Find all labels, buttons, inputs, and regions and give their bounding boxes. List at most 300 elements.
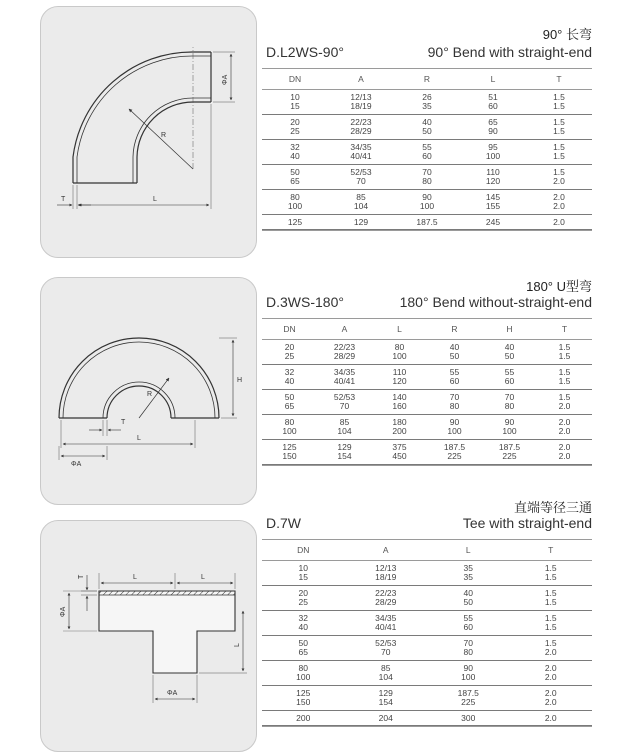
table-row [262, 365, 592, 390]
table-cell [345, 611, 428, 636]
table-cell [460, 140, 526, 165]
table-cell [482, 415, 537, 440]
table-row [262, 661, 592, 686]
cell-value: 2.0 [544, 663, 557, 673]
spec-table [262, 539, 592, 727]
cell-value: 50 [284, 392, 295, 402]
cell-value: 129 [353, 216, 369, 227]
cell-value: 12/13 [350, 92, 372, 102]
diagram-panel-tee [40, 520, 257, 752]
cell-value: 80 [422, 176, 432, 186]
table-cell [460, 190, 526, 215]
cell-value: 65 [488, 117, 498, 127]
cell-value: 28/29 [375, 597, 397, 607]
cell-value: 15 [298, 572, 308, 582]
table-cell [460, 115, 526, 140]
table-row [262, 586, 592, 611]
cell-value: 15 [290, 101, 300, 111]
cell-value: 80 [449, 401, 460, 411]
cell-value: 85 [356, 192, 366, 202]
table-cell [427, 340, 482, 365]
cell-value: 129 [337, 442, 352, 452]
table-cell [510, 686, 593, 711]
table-cell [262, 661, 345, 686]
column-header-r: R [427, 319, 482, 340]
cell-value: 40/41 [350, 151, 372, 161]
cell-value: 100 [447, 426, 462, 436]
table-cell [372, 440, 427, 465]
cell-value: 20 [290, 117, 300, 127]
column-header-dn: DN [262, 69, 328, 90]
cell-value: 1.5 [544, 563, 557, 573]
cell-value: 80 [290, 192, 300, 202]
cell-value: 10 [298, 563, 308, 573]
table-cell [482, 440, 537, 465]
cell-value: 70 [356, 176, 366, 186]
table-row [262, 711, 592, 726]
cell-value: 28/29 [333, 351, 356, 361]
cell-value: 1.5 [544, 613, 557, 623]
product-code: D.7W [266, 515, 301, 531]
title-chinese: 直端等径三通 [513, 500, 592, 515]
table-cell [526, 215, 592, 230]
cell-value: 450 [392, 451, 407, 461]
table-row [262, 215, 592, 230]
label-l-right: L [201, 574, 205, 581]
table-cell [328, 215, 394, 230]
table-cell [526, 90, 592, 115]
bend-180-drawing [41, 278, 256, 504]
table-cell [317, 365, 372, 390]
title-chinese: 90° 长弯 [542, 27, 592, 42]
cell-value: 1.5 [553, 167, 565, 177]
cell-value: 1.5 [558, 376, 571, 386]
cell-value: 25 [284, 351, 295, 361]
table-cell [482, 390, 537, 415]
cell-value: 60 [463, 622, 473, 632]
cell-value: 50 [449, 351, 460, 361]
cell-value: 100 [282, 426, 297, 436]
tee-drawing [41, 521, 256, 751]
cell-value: 65 [284, 401, 295, 411]
table-row [262, 561, 592, 586]
cell-value: 25 [298, 597, 308, 607]
cell-value: 18/19 [350, 101, 372, 111]
diagram-panel-90-bend [40, 6, 257, 258]
cell-value: 80 [394, 342, 405, 352]
cell-value: 140 [392, 392, 407, 402]
cell-value: 1.5 [553, 117, 565, 127]
cell-value: 40 [290, 151, 300, 161]
table-cell [526, 115, 592, 140]
cell-value: 18/19 [375, 572, 397, 582]
table-cell [262, 165, 328, 190]
table-cell [262, 140, 328, 165]
cell-value: 1.5 [553, 101, 565, 111]
cell-value: 129 [378, 688, 393, 698]
cell-value: 125 [287, 216, 303, 227]
cell-value: 110 [392, 367, 407, 377]
cell-value: 154 [378, 697, 393, 707]
cell-value: 2.0 [544, 697, 557, 707]
table-cell [328, 140, 394, 165]
table-cell [526, 140, 592, 165]
label-t: T [61, 196, 66, 203]
table-cell [427, 686, 510, 711]
cell-value: 125 [282, 442, 297, 452]
cell-value: 70 [449, 392, 460, 402]
product-code: D.3WS-180° [266, 294, 344, 310]
table-cell [394, 215, 460, 230]
cell-value: 90 [463, 663, 473, 673]
cell-value: 2.0 [544, 712, 557, 723]
table-cell [262, 390, 317, 415]
table-cell [328, 190, 394, 215]
cell-value: 2.0 [558, 426, 571, 436]
cell-value: 70 [504, 392, 515, 402]
cell-value: 35 [463, 572, 473, 582]
cell-value: 10 [290, 92, 300, 102]
cell-value: 20 [298, 588, 308, 598]
table-row [262, 390, 592, 415]
table-cell [482, 340, 537, 365]
column-header-dn: DN [262, 540, 345, 561]
cell-value: 55 [504, 367, 515, 377]
cell-value: 55 [463, 613, 473, 623]
table-cell [526, 190, 592, 215]
cell-value: 2.0 [544, 688, 557, 698]
cell-value: 50 [298, 638, 308, 648]
cell-value: 80 [463, 647, 473, 657]
cell-value: 155 [485, 201, 501, 211]
cell-value: 34/35 [333, 367, 356, 377]
table-cell [345, 686, 428, 711]
table-row [262, 686, 592, 711]
cell-value: 32 [298, 613, 308, 623]
cell-value: 100 [485, 151, 501, 161]
cell-value: 1.5 [544, 638, 557, 648]
cell-value: 40/41 [333, 376, 356, 386]
column-header-a: A [328, 69, 394, 90]
cell-value: 150 [296, 697, 311, 707]
label-l-left: L [133, 574, 137, 581]
cell-value: 80 [284, 417, 295, 427]
table-cell [317, 440, 372, 465]
cell-value: 55 [422, 142, 432, 152]
table-cell [262, 90, 328, 115]
cell-value: 60 [504, 376, 515, 386]
table-cell [537, 365, 592, 390]
table-row [262, 440, 592, 465]
cell-value: 187.5 [443, 442, 466, 452]
cell-value: 50 [422, 126, 432, 136]
column-header-h: H [482, 319, 537, 340]
cell-value: 90 [449, 417, 460, 427]
table-cell [345, 661, 428, 686]
cell-value: 110 [486, 167, 500, 177]
label-l-vertical: L [234, 643, 241, 647]
cell-value: 187.5 [498, 442, 521, 452]
table-cell [510, 611, 593, 636]
cell-value: 100 [296, 672, 311, 682]
cell-value: 95 [488, 142, 498, 152]
cell-value: 1.5 [553, 92, 565, 102]
table-row [262, 340, 592, 365]
table-cell [460, 90, 526, 115]
table-row [262, 115, 592, 140]
cell-value: 2.0 [553, 201, 565, 211]
label-t: T [78, 574, 85, 579]
label-phi-a-bottom: ΦA [167, 690, 178, 697]
table-cell [394, 140, 460, 165]
cell-value: 1.5 [558, 351, 571, 361]
cell-value: 100 [287, 201, 303, 211]
table-cell [510, 711, 593, 726]
table-cell [427, 440, 482, 465]
cell-value: 35 [422, 101, 432, 111]
label-r: R [161, 132, 167, 139]
cell-value: 187.5 [416, 216, 438, 227]
table-cell [510, 636, 593, 661]
cell-value: 51 [488, 92, 498, 102]
table-cell [510, 586, 593, 611]
cell-value: 20 [284, 342, 295, 352]
label-phi-a: ΦA [222, 74, 229, 85]
table-cell [262, 415, 317, 440]
table-cell [262, 636, 345, 661]
table-cell [460, 215, 526, 230]
table-row [262, 415, 592, 440]
table-row [262, 190, 592, 215]
cell-value: 40 [284, 376, 295, 386]
table-cell [394, 190, 460, 215]
label-r: R [147, 391, 153, 398]
table-cell [345, 586, 428, 611]
column-header-r: R [394, 69, 460, 90]
cell-value: 40 [298, 622, 308, 632]
cell-value: 100 [392, 351, 407, 361]
table-cell [317, 340, 372, 365]
cell-value: 52/53 [375, 638, 397, 648]
table-cell [262, 586, 345, 611]
table-cell [394, 115, 460, 140]
table-cell [262, 215, 328, 230]
cell-value: 204 [378, 712, 393, 723]
label-l: L [153, 196, 157, 203]
cell-value: 2.0 [553, 216, 565, 227]
cell-value: 1.5 [544, 588, 557, 598]
cell-value: 1.5 [558, 392, 571, 402]
cell-value: 26 [422, 92, 432, 102]
table-cell [427, 636, 510, 661]
label-l: L [137, 435, 141, 442]
cell-value: 28/29 [350, 126, 372, 136]
cell-value: 2.0 [553, 192, 565, 202]
cell-value: 200 [296, 712, 311, 723]
title-english: 90° Bend with straight-end [427, 44, 592, 60]
cell-value: 80 [504, 401, 515, 411]
table-cell [262, 611, 345, 636]
cell-value: 12/13 [375, 563, 397, 573]
cell-value: 65 [290, 176, 300, 186]
table-cell [427, 390, 482, 415]
table-cell [537, 390, 592, 415]
table-row [262, 140, 592, 165]
cell-value: 55 [449, 367, 460, 377]
cell-value: 85 [339, 417, 350, 427]
cell-value: 90 [504, 417, 515, 427]
cell-value: 245 [485, 216, 501, 227]
cell-value: 150 [282, 451, 297, 461]
cell-value: 120 [392, 376, 407, 386]
diagram-panel-180-bend [40, 277, 257, 505]
column-header-l: L [372, 319, 427, 340]
cell-value: 1.5 [553, 151, 565, 161]
cell-value: 225 [461, 697, 476, 707]
table-cell [510, 561, 593, 586]
table-cell [537, 340, 592, 365]
cell-value: 100 [502, 426, 517, 436]
cell-value: 60 [488, 101, 498, 111]
table-cell [345, 711, 428, 726]
table-cell [427, 365, 482, 390]
cell-value: 154 [337, 451, 352, 461]
table-cell [537, 415, 592, 440]
cell-value: 180 [392, 417, 407, 427]
table-cell [537, 440, 592, 465]
cell-value: 85 [381, 663, 391, 673]
cell-value: 300 [461, 712, 476, 723]
cell-value: 22/23 [350, 117, 372, 127]
column-header-dn: DN [262, 319, 317, 340]
cell-value: 125 [296, 688, 311, 698]
cell-value: 70 [381, 647, 391, 657]
cell-value: 35 [463, 563, 473, 573]
table-cell [510, 661, 593, 686]
cell-value: 2.0 [558, 451, 571, 461]
column-header-l: L [460, 69, 526, 90]
table-cell [372, 390, 427, 415]
table-cell [427, 711, 510, 726]
table-cell [427, 586, 510, 611]
label-phi-a-left: ΦA [60, 606, 67, 617]
cell-value: 90 [488, 126, 498, 136]
table-cell [394, 90, 460, 115]
table-cell [262, 115, 328, 140]
cell-value: 90 [422, 192, 432, 202]
table-cell [262, 711, 345, 726]
cell-value: 2.0 [558, 417, 571, 427]
cell-value: 40 [422, 117, 432, 127]
table-cell [328, 90, 394, 115]
column-header-t: T [537, 319, 592, 340]
cell-value: 1.5 [553, 126, 565, 136]
cell-value: 104 [378, 672, 393, 682]
cell-value: 187.5 [457, 688, 479, 698]
table-cell [427, 415, 482, 440]
cell-value: 100 [419, 201, 435, 211]
cell-value: 375 [392, 442, 407, 452]
table-cell [262, 340, 317, 365]
cell-value: 25 [290, 126, 300, 136]
table-cell [345, 561, 428, 586]
table-cell [317, 415, 372, 440]
cell-value: 34/35 [350, 142, 372, 152]
spec-table [262, 68, 592, 231]
table-cell [317, 390, 372, 415]
table-cell [460, 165, 526, 190]
label-phi-a: ΦA [71, 461, 82, 468]
cell-value: 50 [290, 167, 300, 177]
cell-value: 1.5 [553, 142, 565, 152]
cell-value: 32 [284, 367, 295, 377]
bend-90-drawing [41, 7, 256, 257]
table-cell [482, 365, 537, 390]
column-header-l: L [427, 540, 510, 561]
cell-value: 104 [353, 201, 369, 211]
label-t: T [121, 419, 126, 426]
cell-value: 2.0 [558, 442, 571, 452]
cell-value: 2.0 [544, 647, 557, 657]
table-cell [328, 165, 394, 190]
table-row [262, 165, 592, 190]
table-cell [427, 561, 510, 586]
table-cell [262, 686, 345, 711]
cell-value: 50 [463, 597, 473, 607]
spec-table [262, 318, 592, 466]
cell-value: 70 [422, 167, 432, 177]
cell-value: 1.5 [544, 597, 557, 607]
table-cell [328, 115, 394, 140]
cell-value: 50 [504, 351, 515, 361]
cell-value: 100 [461, 672, 476, 682]
cell-value: 1.5 [544, 572, 557, 582]
cell-value: 40 [449, 342, 460, 352]
table-row [262, 90, 592, 115]
cell-value: 65 [298, 647, 308, 657]
title-chinese: 180° U型弯 [526, 279, 592, 294]
column-header-a: A [317, 319, 372, 340]
cell-value: 70 [339, 401, 350, 411]
cell-value: 145 [485, 192, 501, 202]
table-cell [262, 561, 345, 586]
cell-value: 60 [422, 151, 432, 161]
cell-value: 34/35 [375, 613, 397, 623]
cell-value: 160 [392, 401, 407, 411]
cell-value: 32 [290, 142, 300, 152]
cell-value: 1.5 [558, 367, 571, 377]
title-english: Tee with straight-end [462, 515, 592, 531]
cell-value: 2.0 [553, 176, 565, 186]
cell-value: 40 [504, 342, 515, 352]
column-header-t: T [526, 69, 592, 90]
cell-value: 104 [337, 426, 352, 436]
table-cell [372, 365, 427, 390]
cell-value: 22/23 [375, 588, 397, 598]
table-cell [262, 190, 328, 215]
title-english: 180° Bend without-straight-end [399, 294, 592, 310]
table-cell [427, 611, 510, 636]
cell-value: 22/23 [333, 342, 356, 352]
cell-value: 70 [463, 638, 473, 648]
column-header-t: T [510, 540, 593, 561]
table-row [262, 611, 592, 636]
table-cell [526, 165, 592, 190]
table-cell [372, 340, 427, 365]
table-cell [262, 365, 317, 390]
cell-value: 120 [485, 176, 501, 186]
product-code: D.L2WS-90° [266, 44, 344, 60]
